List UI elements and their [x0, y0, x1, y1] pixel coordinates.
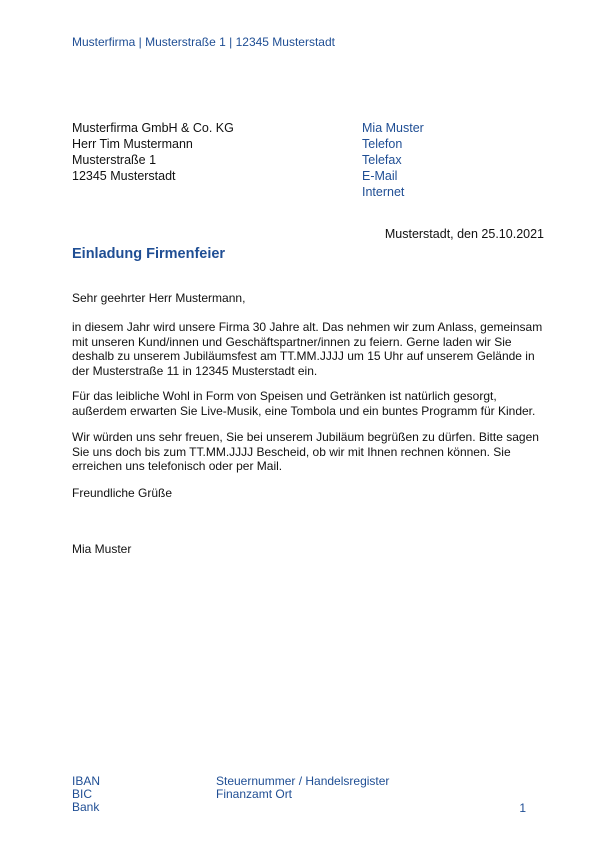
body-paragraph-invitation — [72, 320, 548, 378]
footer-tax-office-label: Finanzamt Ort — [216, 787, 293, 801]
paragraph-text: Für das leibliche Wohl in Form von Speisen und Getränken ist natürlich gesorgt, außerdem erwarten Sie Live-Musik, eine Tombola und ein buntes Programm für Kinder. — [72, 389, 536, 418]
recipient-name: Herr Tim Mustermann — [72, 137, 193, 151]
contact-fax-label: Telefax — [362, 153, 402, 167]
body-paragraph-rsvp — [72, 430, 548, 474]
letter-date: Musterstadt, den 25.10.2021 — [384, 227, 544, 241]
contact-email-label: E-Mail — [362, 169, 398, 183]
signature — [72, 542, 548, 557]
salutation-text: Sehr geehrter Herr Mustermann, — [72, 291, 246, 305]
paragraph-text: Wir würden uns sehr freuen, Sie bei unserem Jubiläum begrüßen zu dürfen. Bitte sagen Sie uns doch bis zum TT.MM.JJJJ Bescheid, ob wir mit Ihnen rechnen können. Sie erreichen uns telefonisch oder per Mail. — [72, 430, 539, 473]
recipient-street: Musterstraße 1 — [72, 153, 157, 167]
footer-tax-block — [216, 775, 389, 801]
signature-name: Mia Muster — [72, 542, 132, 556]
page-number: 1 — [519, 801, 526, 815]
sender-address-line: Musterfirma | Musterstraße 1 | 12345 Musterstadt — [72, 35, 335, 49]
letter-subject: Einladung Firmenfeier — [72, 246, 226, 262]
closing-text: Freundliche Grüße — [72, 486, 173, 500]
paragraph-text: in diesem Jahr wird unsere Firma 30 Jahre alt. Das nehmen wir zum Anlass, gemeinsam mit unseren Kund/innen und Geschäftspartner/innen zu feiern. Gerne laden wir Sie deshalb zu unserem Jubiläumsfest am TT.MM.JJJJ um 15 Uhr auf unserem Gelände in der Musterstraße 11 in 12345 Musterstadt ein. — [72, 320, 543, 378]
closing — [72, 486, 548, 501]
recipient-city: 12345 Musterstadt — [72, 169, 176, 183]
contact-info-block — [362, 120, 424, 200]
contact-internet-label: Internet — [362, 185, 405, 199]
footer-iban-label: IBAN — [72, 774, 101, 788]
footer-bank-block — [72, 775, 100, 814]
footer-bic-label: BIC — [72, 787, 93, 801]
footer-tax-label: Steuernummer / Handelsregister — [216, 774, 390, 788]
contact-phone-label: Telefon — [362, 137, 403, 151]
footer-bank-label: Bank — [72, 800, 100, 814]
body-paragraph-program — [72, 389, 548, 418]
contact-name: Mia Muster — [362, 121, 424, 135]
salutation — [72, 291, 548, 306]
recipient-company: Musterfirma GmbH & Co. KG — [72, 121, 234, 135]
recipient-address-block — [72, 120, 234, 184]
